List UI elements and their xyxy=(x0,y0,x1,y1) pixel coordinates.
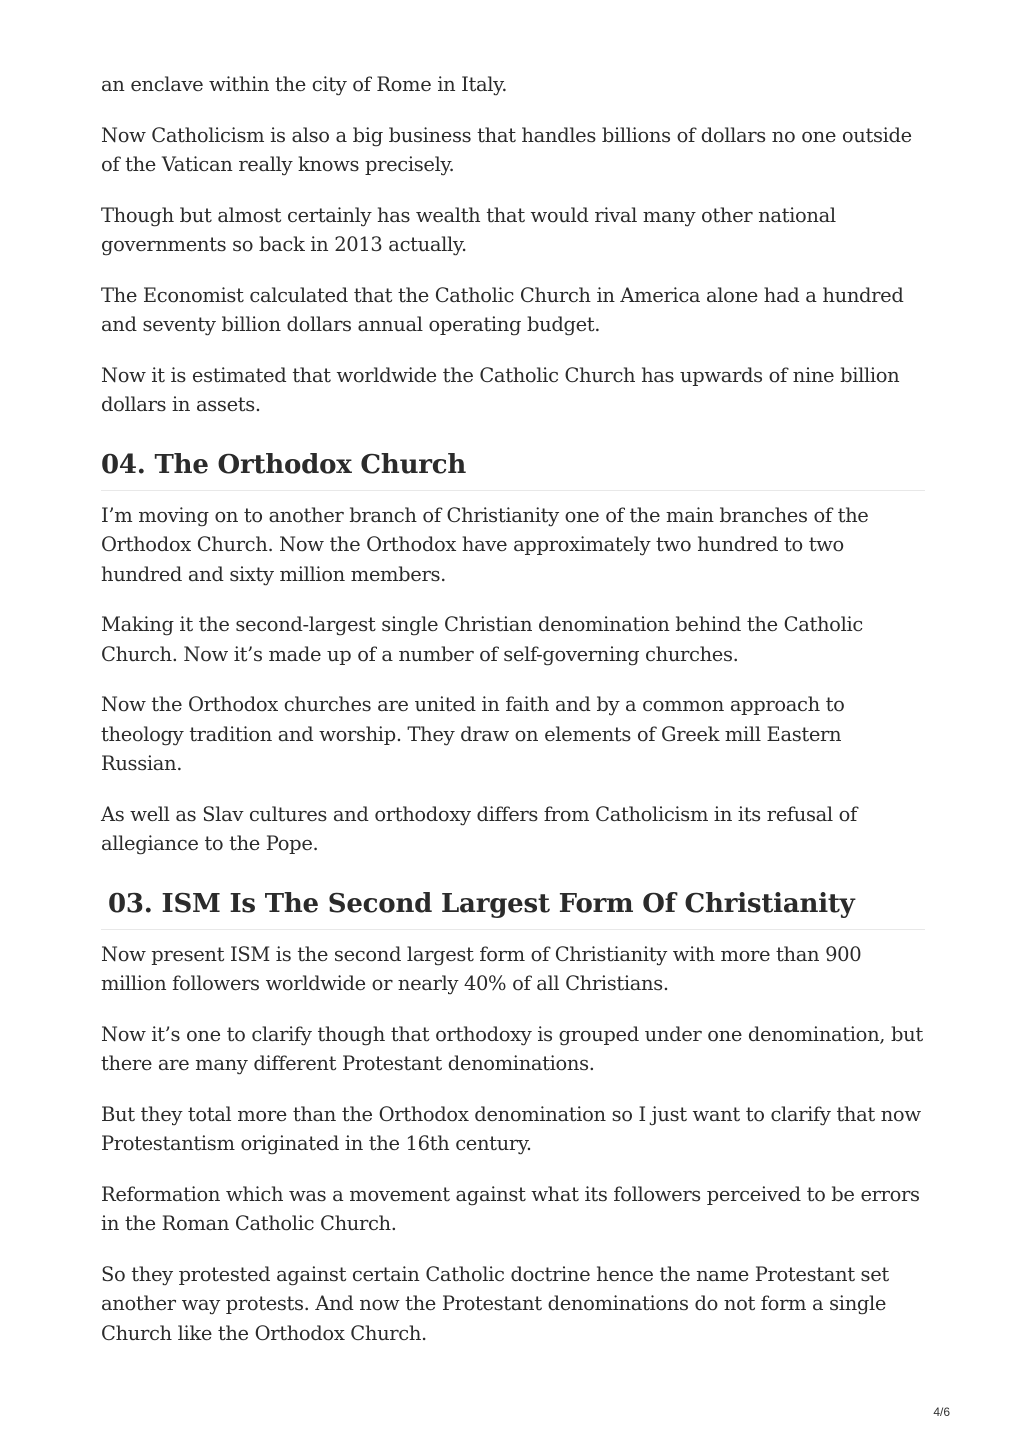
section-heading-protestantism: 03. ISM Is The Second Largest Form Of Christianity xyxy=(101,887,925,930)
paragraph: Reformation which was a movement against what its followers perceived to be errors in the Roman Catholic Church. xyxy=(101,1182,920,1235)
paragraph: an enclave within the city of Rome in Italy. xyxy=(101,73,508,96)
paragraph: The Economist calculated that the Catholic Church in America alone had a hundred and seventy billion dollars annual operating budget. xyxy=(101,283,904,336)
paragraph: Making it the second-largest single Christian denomination behind the Catholic Church. Now it’s made up of a number of self-governing churches. xyxy=(101,613,863,666)
paragraph: Though but almost certainly has wealth that would rival many other national governments so back in 2013 actually. xyxy=(101,203,836,256)
paragraph: So they protested against certain Catholic doctrine hence the name Protestant set another way protests. And now the Protestant denominations do not form a single Church like the Orthodox Church. xyxy=(101,1262,889,1345)
paragraph: Now it is estimated that worldwide the Catholic Church has upwards of nine billion dollars in assets. xyxy=(101,363,900,416)
page-number: 4/6 xyxy=(933,1405,950,1419)
paragraph: I’m moving on to another branch of Christianity one of the main branches of the Orthodox Church. Now the Orthodox have approximately two hundred to two hundred and sixty million members. xyxy=(101,503,869,586)
paragraph: Now it’s one to clarify though that orthodoxy is grouped under one denomination, but there are many different Protestant denominations. xyxy=(101,1022,923,1075)
paragraph: But they total more than the Orthodox denomination so I just want to clarify that now Protestantism originated in the 16th century. xyxy=(101,1102,921,1155)
paragraph: Now present ISM is the second largest form of Christianity with more than 900 million followers worldwide or nearly 40% of all Christians. xyxy=(101,942,862,995)
section-heading-orthodox: 04. The Orthodox Church xyxy=(101,448,925,491)
paragraph: Now the Orthodox churches are united in faith and by a common approach to theology tradition and worship. They draw on elements of Greek mill Eastern Russian. xyxy=(101,693,845,775)
paragraph: As well as Slav cultures and orthodoxy differs from Catholicism in its refusal of allegiance to the Pope. xyxy=(101,802,857,855)
paragraph: Now Catholicism is also a big business that handles billions of dollars no one outside of the Vatican really knows precisely. xyxy=(101,123,912,176)
article-body xyxy=(101,70,925,1369)
